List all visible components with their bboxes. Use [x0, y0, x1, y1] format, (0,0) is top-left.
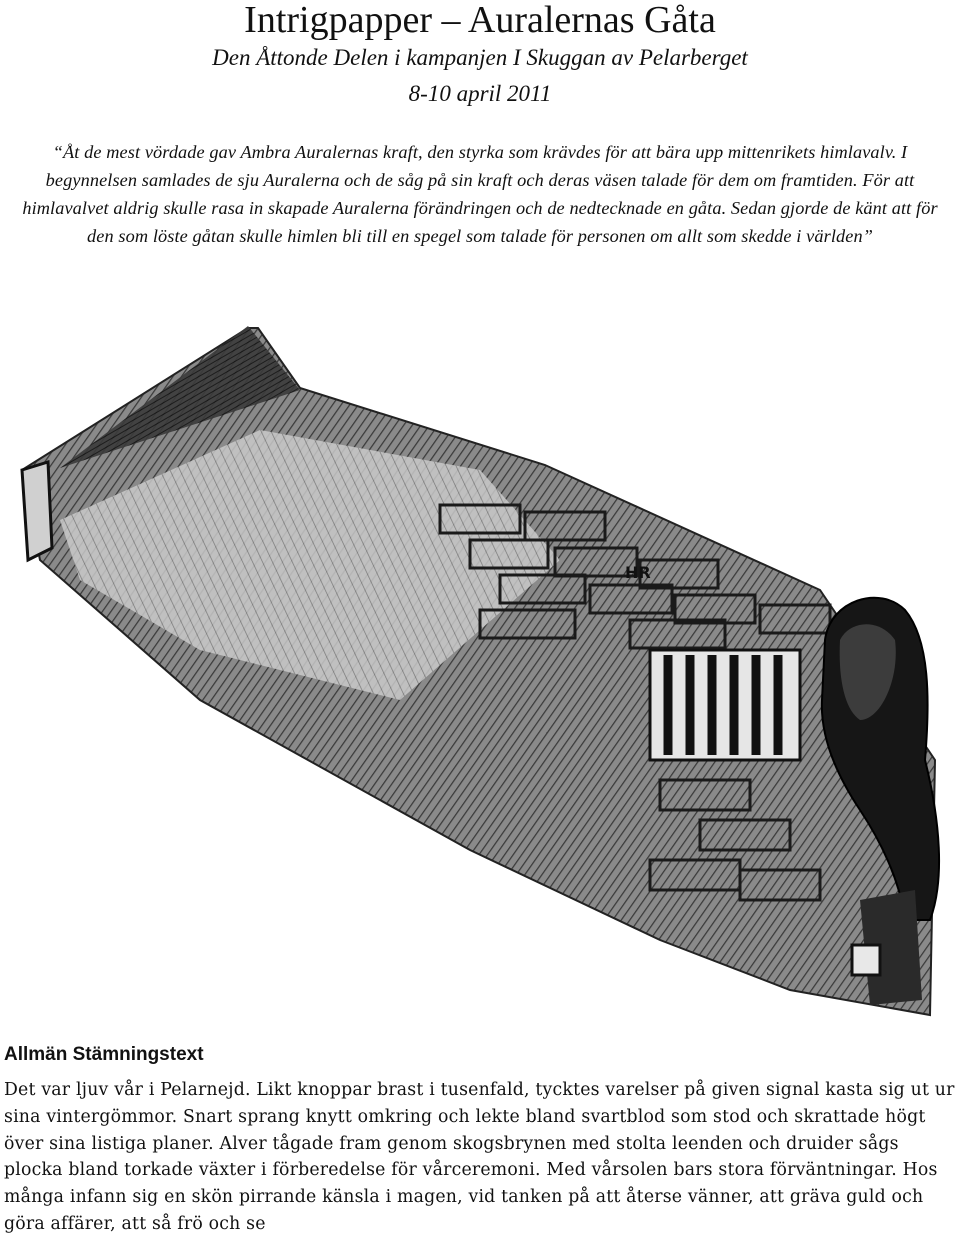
page-subtitle: Den Åttonde Delen i kampanjen I Skuggan av Pelarberget — [212, 45, 748, 70]
pencil-drawing-illustration — [0, 300, 960, 1020]
section-heading: Allmän Stämningstext — [4, 1044, 204, 1065]
barred-window — [650, 650, 800, 760]
event-date: 8-10 april 2011 — [408, 81, 552, 106]
door-frame — [22, 462, 52, 560]
artist-signature: HR — [625, 563, 651, 582]
intro-quote: “Åt de mest vördade gav Ambra Auralernas kraft, den styrka som krävdes för att bära upp mittenrikets himlavalv. I begynnelsen samlades de sju Auralerna och de såg på sin kraft och deras väsen talade för dem om framtiden. För att himlavalvet aldrig skulle rasa in skapade Auralerna förändringen och de nedtecknade en gåta. Sedan gjorde de känt att för den som löste gåtan skulle himlen bli till en spegel som talade för personen om allt som skedde i världen” — [22, 142, 938, 246]
page-title: Intrigpapper – Auralernas Gåta — [244, 0, 716, 41]
section-body-text: Det var ljuv vår i Pelarnejd. Likt knoppar brast i tusenfald, tycktes varelser på given signal kasta sig ut ur sina vintergömmor. Snart sprang knytt omkring och lekte bland svartblod som stod och skrattade högt över sina listiga planer. Alver tågade fram genom skogsbrynen med stolta leenden och druider sågs plocka bland torkade växter i förberedelse för vårceremoni. Med vårsolen bars stora förväntningar. Hos många infann sig en skön pirrande känsla i magen, vid tanken på att återse vänner, att gräva guld och göra affärer, att så frö och se — [4, 1080, 955, 1234]
